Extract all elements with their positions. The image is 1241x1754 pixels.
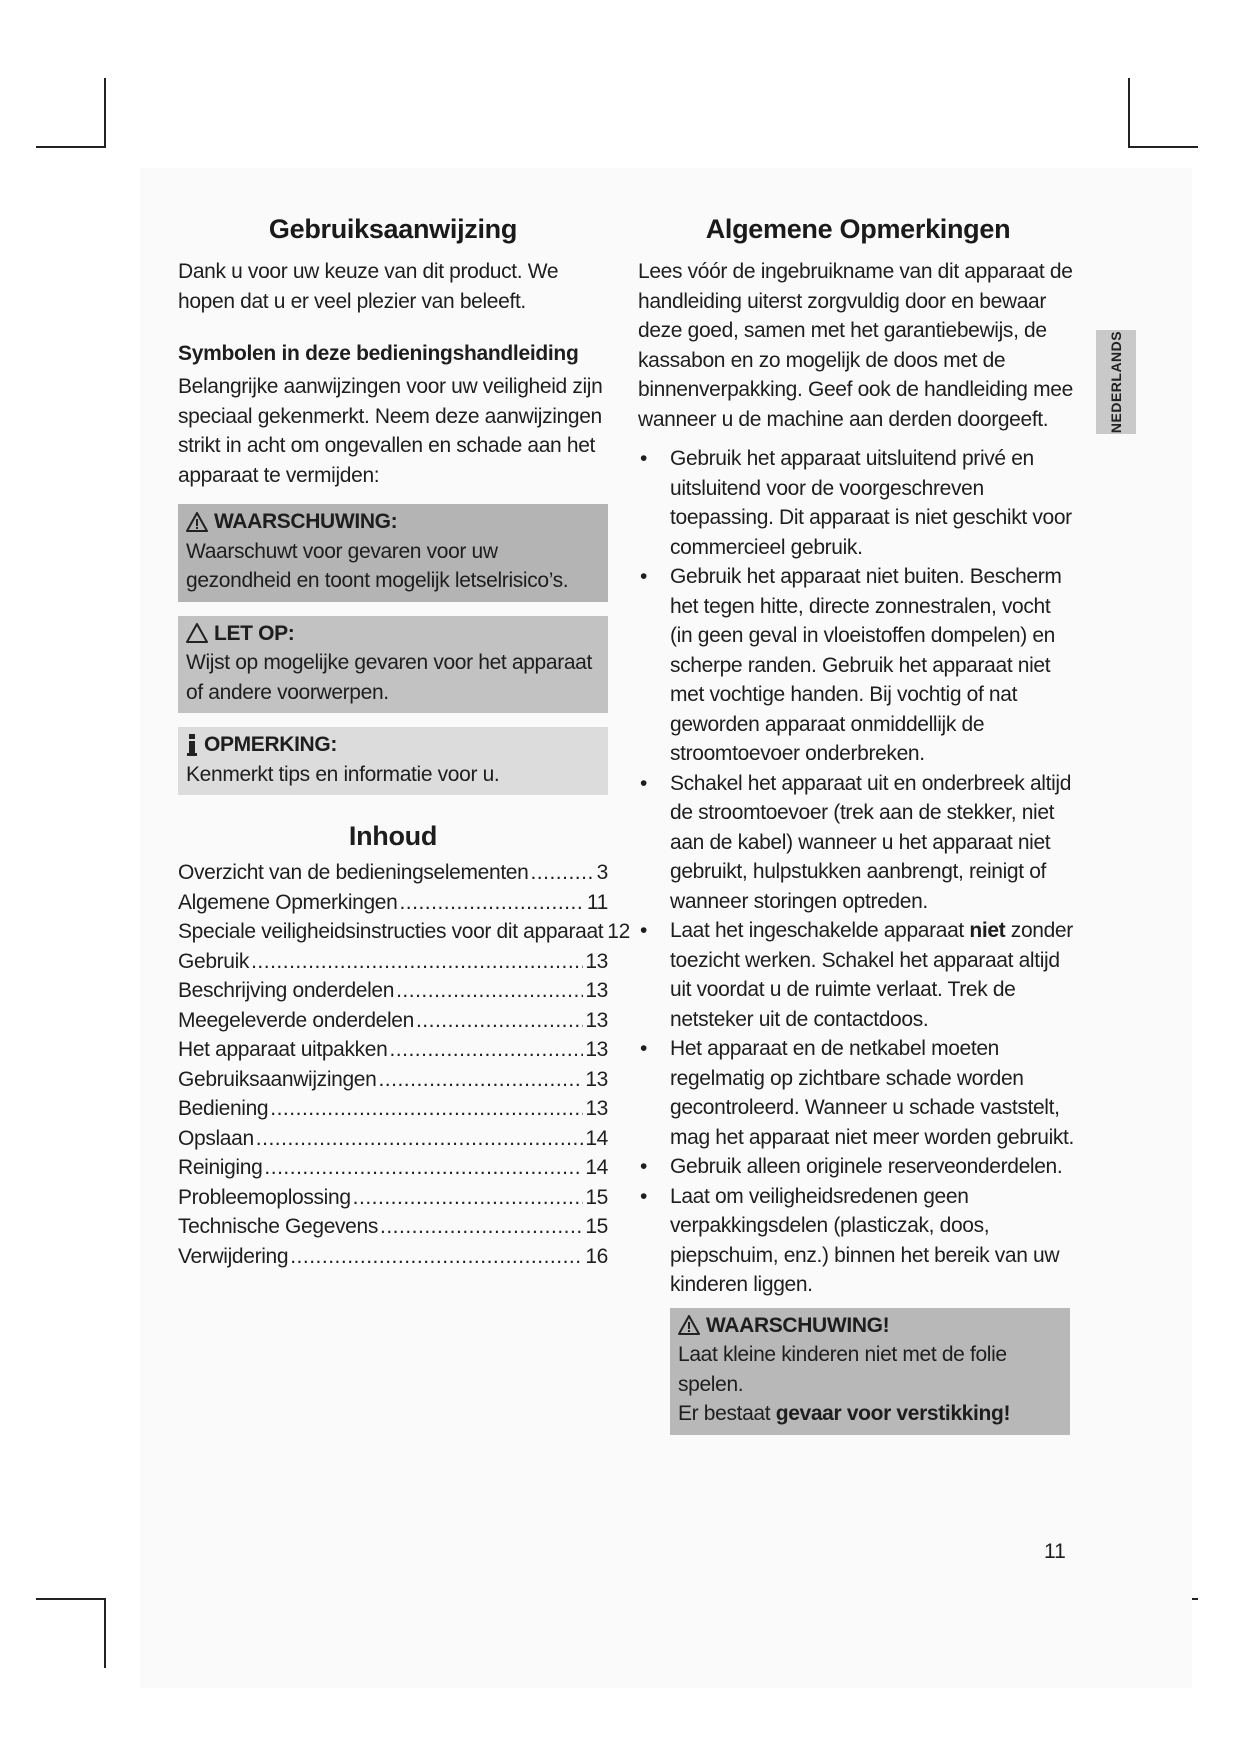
toc-leader-dots	[380, 1212, 583, 1242]
safety-bullet-item: • Gebruik alleen originele reserveonderdelen.	[638, 1152, 1078, 1182]
toc-entry	[178, 976, 608, 1006]
toc-entry-label: Verwijdering	[178, 1244, 289, 1268]
right-column	[638, 214, 1078, 1435]
toc-entry-label: Probleemoplossing	[178, 1185, 351, 1209]
left-column	[178, 214, 630, 1271]
toc-leader-dots	[389, 1035, 583, 1065]
toc-entry-page: 13	[585, 949, 608, 973]
toc-entry	[178, 917, 630, 947]
toc-entry	[178, 888, 608, 918]
crop-mark	[36, 146, 106, 148]
toc-entry	[178, 1094, 608, 1124]
toc-leader-dots	[251, 947, 583, 977]
toc-entry-label: Het apparaat uitpakken	[178, 1038, 388, 1061]
crop-mark	[1128, 146, 1198, 148]
symbols-text: Belangrijke aanwijzingen voor uw veiligheid zijn speciaal gekenmerkt. Neem deze aanwijzingen strikt in acht om ongevallen en schade aan het apparaat te vermijden:	[178, 375, 603, 487]
toc-entry	[178, 858, 608, 888]
toc-entry-label: Speciale veiligheidsinstructies voor dit apparaat	[178, 920, 604, 943]
toc-leader-dots	[270, 1094, 583, 1124]
toc-entry-page: 12	[607, 920, 630, 943]
toc-entry	[178, 1035, 608, 1065]
toc-entry-page: 14	[585, 1156, 608, 1179]
toc-entry	[178, 1242, 608, 1272]
toc-entry-label: Reiniging	[178, 1156, 263, 1179]
crop-mark	[36, 1598, 106, 1600]
caution-triangle-icon	[186, 623, 208, 643]
page-title: Gebruiksaanwijzing	[268, 214, 518, 244]
toc-leader-dots	[353, 1183, 584, 1213]
toc-entry-label: Opslaan	[178, 1126, 254, 1150]
toc-entry-page: 11	[586, 890, 608, 914]
language-tab-label: NEDERLANDS	[1108, 330, 1125, 434]
toc-entry-label: Overzicht van de bedieningselementen	[178, 861, 529, 884]
info-icon	[186, 734, 198, 756]
toc-entry-label: Algemene Opmerkingen	[178, 890, 398, 914]
toc-entry-page: 13	[585, 1097, 608, 1120]
note-title: OPMERKING:	[204, 733, 338, 756]
choking-warning-line1: Laat kleine kinderen niet met de folie spelen.	[678, 1343, 1007, 1396]
safety-bullet-item: • Gebruik het apparaat uitsluitend privé en uitsluitend voor de voorgeschreven toepassing. Dit apparaat is niet geschikt voor commercieel gebruik.	[638, 444, 1078, 562]
safety-bullet-item: • Laat om veiligheidsredenen geen verpakkingsdelen (plasticzak, doos, piepschuim, enz.) binnen het bereik van uw kinderen liggen.	[638, 1182, 1078, 1300]
toc-entry-page: 15	[585, 1185, 608, 1209]
toc-leader-dots	[396, 976, 583, 1006]
caution-box	[178, 616, 608, 714]
warning-triangle-icon	[186, 512, 208, 532]
safety-bullet-item: • Laat het ingeschakelde apparaat niet zonder toezicht werken. Schakel het apparaat altijd uit voordat u de ruimte verlaat. Trek de netsteker uit de contactdoos.	[638, 916, 1078, 1034]
toc-leader-dots	[256, 1124, 584, 1154]
safety-bullet-list	[638, 444, 1078, 1300]
toc-entry	[178, 947, 608, 977]
toc-entry	[178, 1065, 608, 1095]
toc-title: Inhoud	[348, 821, 438, 851]
toc-entry-page: 14	[585, 1126, 608, 1150]
caution-title: LET OP:	[214, 621, 295, 645]
table-of-contents	[178, 858, 630, 1271]
note-text: Kenmerkt tips en informatie voor u.	[186, 762, 500, 786]
crop-mark	[104, 78, 106, 148]
section-title: Algemene Opmerkingen	[705, 214, 1011, 244]
warning-box	[178, 504, 608, 602]
toc-entry-label: Gebruik	[178, 949, 250, 973]
language-tab	[1096, 330, 1136, 434]
toc-entry	[178, 1124, 608, 1154]
choking-warning-line2: Er bestaat gevaar voor verstikking!	[678, 1402, 1011, 1425]
crop-mark	[1128, 78, 1130, 148]
symbols-heading: Symbolen in deze bedieningshandleiding	[178, 342, 579, 365]
warning-triangle-icon	[678, 1315, 700, 1335]
toc-entry-page: 13	[585, 1067, 608, 1091]
intro-text: Dank u voor uw keuze van dit product. We hopen dat u er veel plezier van beleeft.	[178, 260, 559, 313]
toc-entry-page: 13	[585, 1038, 608, 1061]
toc-leader-dots	[378, 1065, 583, 1095]
toc-leader-dots	[264, 1153, 583, 1183]
toc-entry-label: Gebruiksaanwijzingen	[178, 1067, 377, 1091]
toc-entry-label: Beschrijving onderdelen	[178, 979, 395, 1002]
toc-entry-label: Meegeleverde onderdelen	[178, 1008, 414, 1032]
toc-entry	[178, 1183, 608, 1213]
warning-text: Waarschuwt voor gevaren voor uw gezondheid en toont mogelijk letselrisico’s.	[186, 539, 569, 592]
toc-entry-page: 13	[585, 979, 608, 1002]
safety-bullet-item: • Gebruik het apparaat niet buiten. Bescherm het tegen hitte, directe zonnestralen, vocht (in geen geval in vloeistoffen dompelen) en scherpe randen. Gebruik het apparaat niet met vochtige handen. Bij vochtig of nat geworden apparaat onmiddellijk de stroomtoevoer onderbreken.	[638, 562, 1078, 769]
toc-entry-label: Technische Gegevens	[178, 1215, 378, 1238]
toc-entry-page: 13	[585, 1008, 608, 1032]
toc-entry-page: 16	[585, 1244, 608, 1268]
page-number: 11	[1044, 1540, 1066, 1563]
toc-entry	[178, 1212, 608, 1242]
toc-leader-dots	[530, 858, 594, 888]
toc-entry	[178, 1153, 608, 1183]
crop-mark	[104, 1598, 106, 1668]
toc-entry-page: 3	[596, 861, 608, 884]
toc-entry	[178, 1006, 608, 1036]
warning-title: WAARSCHUWING:	[214, 510, 398, 533]
safety-bullet-item: • Het apparaat en de netkabel moeten regelmatig op zichtbare schade worden gecontroleerd. Wanneer u schade vaststelt, mag het apparaat niet meer worden gebruikt.	[638, 1034, 1078, 1152]
toc-leader-dots	[399, 888, 584, 918]
caution-text: Wijst op mogelijke gevaren voor het apparaat of andere voorwerpen.	[186, 651, 592, 704]
toc-leader-dots	[290, 1242, 583, 1272]
toc-leader-dots	[416, 1006, 583, 1036]
note-box	[178, 727, 608, 795]
toc-entry-label: Bediening	[178, 1097, 269, 1120]
safety-bullet-item: • Schakel het apparaat uit en onderbreek altijd de stroomtoevoer (trek aan de stekker, niet aan de kabel) wanneer u het apparaat niet gebruikt, hulpstukken aanbrengt, reinigt of wanneer storingen optreden.	[638, 769, 1078, 917]
toc-entry-page: 15	[585, 1215, 608, 1238]
choking-warning-box	[670, 1308, 1070, 1435]
general-intro-text: Lees vóór de ingebruikname van dit apparaat de handleiding uiterst zorgvuldig door en bewaar deze goed, samen met het garantiebewijs, de kassabon en zo mogelijk de doos met de binnenverpakking. Geef ook de handleiding mee wanneer u de machine aan derden doorgeeft.	[638, 260, 1073, 431]
choking-warning-title: WAARSCHUWING!	[706, 1313, 890, 1337]
